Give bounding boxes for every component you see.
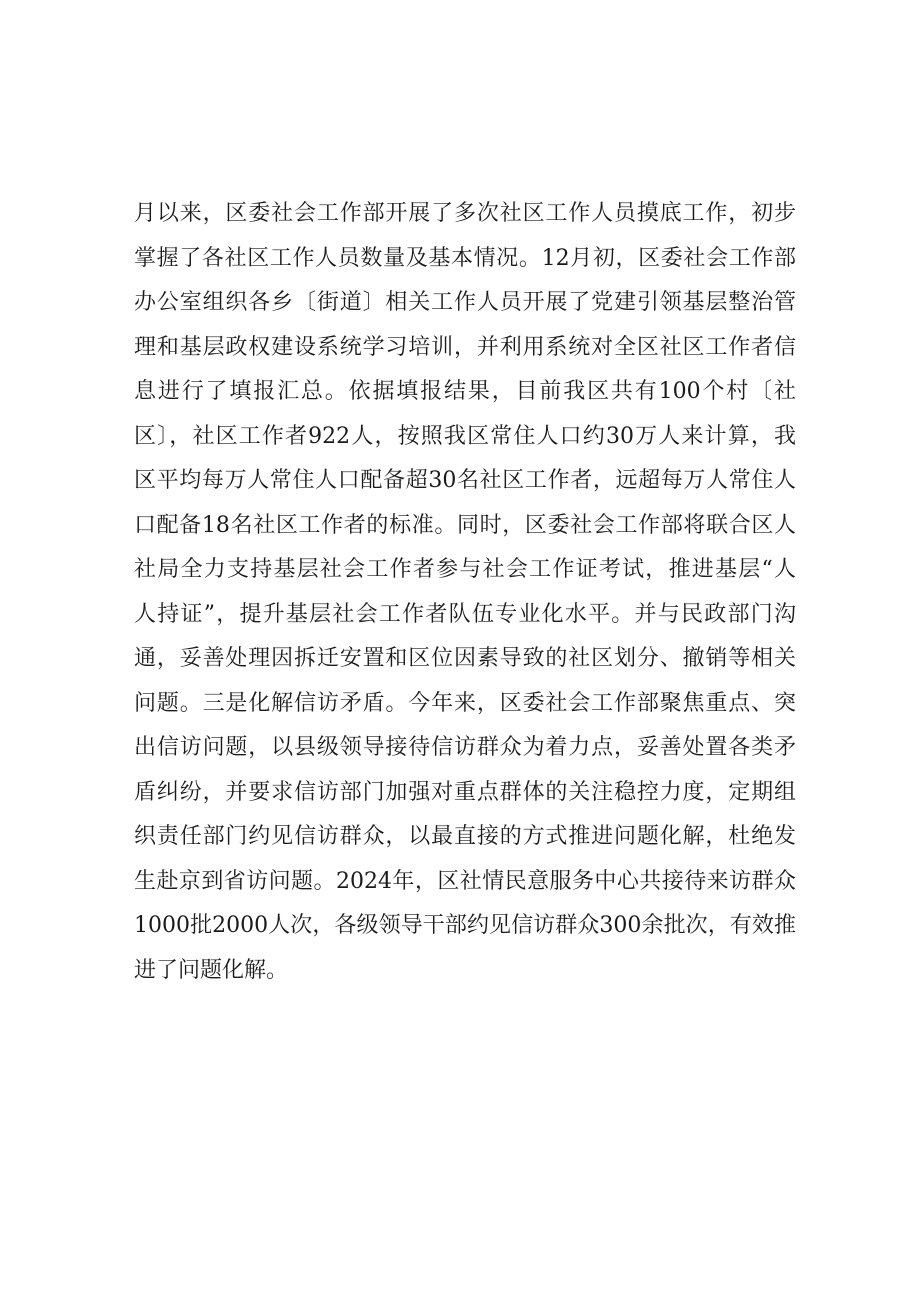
text-line-12: 问题。三是化解信访矛盾。今年来，区委社会工作部聚焦重点、突 [134,690,796,716]
text-line-18: 进了问题化解。 [134,957,289,983]
text-line-11: 通，妥善处理因拆迁安置和区位因素导致的社区划分、撤销等相关 [134,646,796,671]
body-paragraph [134,192,796,993]
text-line-6: 区〕，社区工作者922人，按照我区常住人口约30万人来计算，我 [134,423,796,449]
text-line-8: 口配备18名社区工作者的标准。同时，区委社会工作部将联合区人 [134,512,796,538]
text-line-10: 人持证”，提升基层社会工作者队伍专业化水平。并与民政部门沟 [134,601,796,627]
text-line-5: 息进行了填报汇总。依据填报结果，目前我区共有100个村〔社 [134,379,796,404]
text-line-9: 社局全力支持基层社会工作者参与社会工作证考试，推进基层“人 [134,557,796,582]
text-line-13: 出信访问题，以县级领导接待信访群众为着力点，妥善处置各类矛 [134,735,796,760]
text-line-2: 掌握了各社区工作人员数量及基本情况。12月初，区委社会工作部 [134,245,796,271]
text-line-16: 生赴京到省访问题。2024年，区社情民意服务中心共接待来访群众 [134,868,796,894]
text-line-1: 月以来，区委社会工作部开展了多次社区工作人员摸底工作，初步 [134,201,796,226]
text-line-3: 办公室组织各乡〔街道〕相关工作人员开展了党建引领基层整治管 [134,290,796,315]
text-line-15: 织责任部门约见信访群众，以最直接的方式推进问题化解，杜绝发 [134,824,796,849]
text-line-4: 理和基层政权建设系统学习培训，并利用系统对全区社区工作者信 [134,334,796,360]
text-line-14: 盾纠纷，并要求信访部门加强对重点群体的关注稳控力度，定期组 [134,779,796,805]
text-line-17: 1000批2000人次，各级领导干部约见信访群众300余批次，有效推 [134,913,796,938]
text-line-7: 区平均每万人常住人口配备超30名社区工作者，远超每万人常住人 [134,468,796,493]
